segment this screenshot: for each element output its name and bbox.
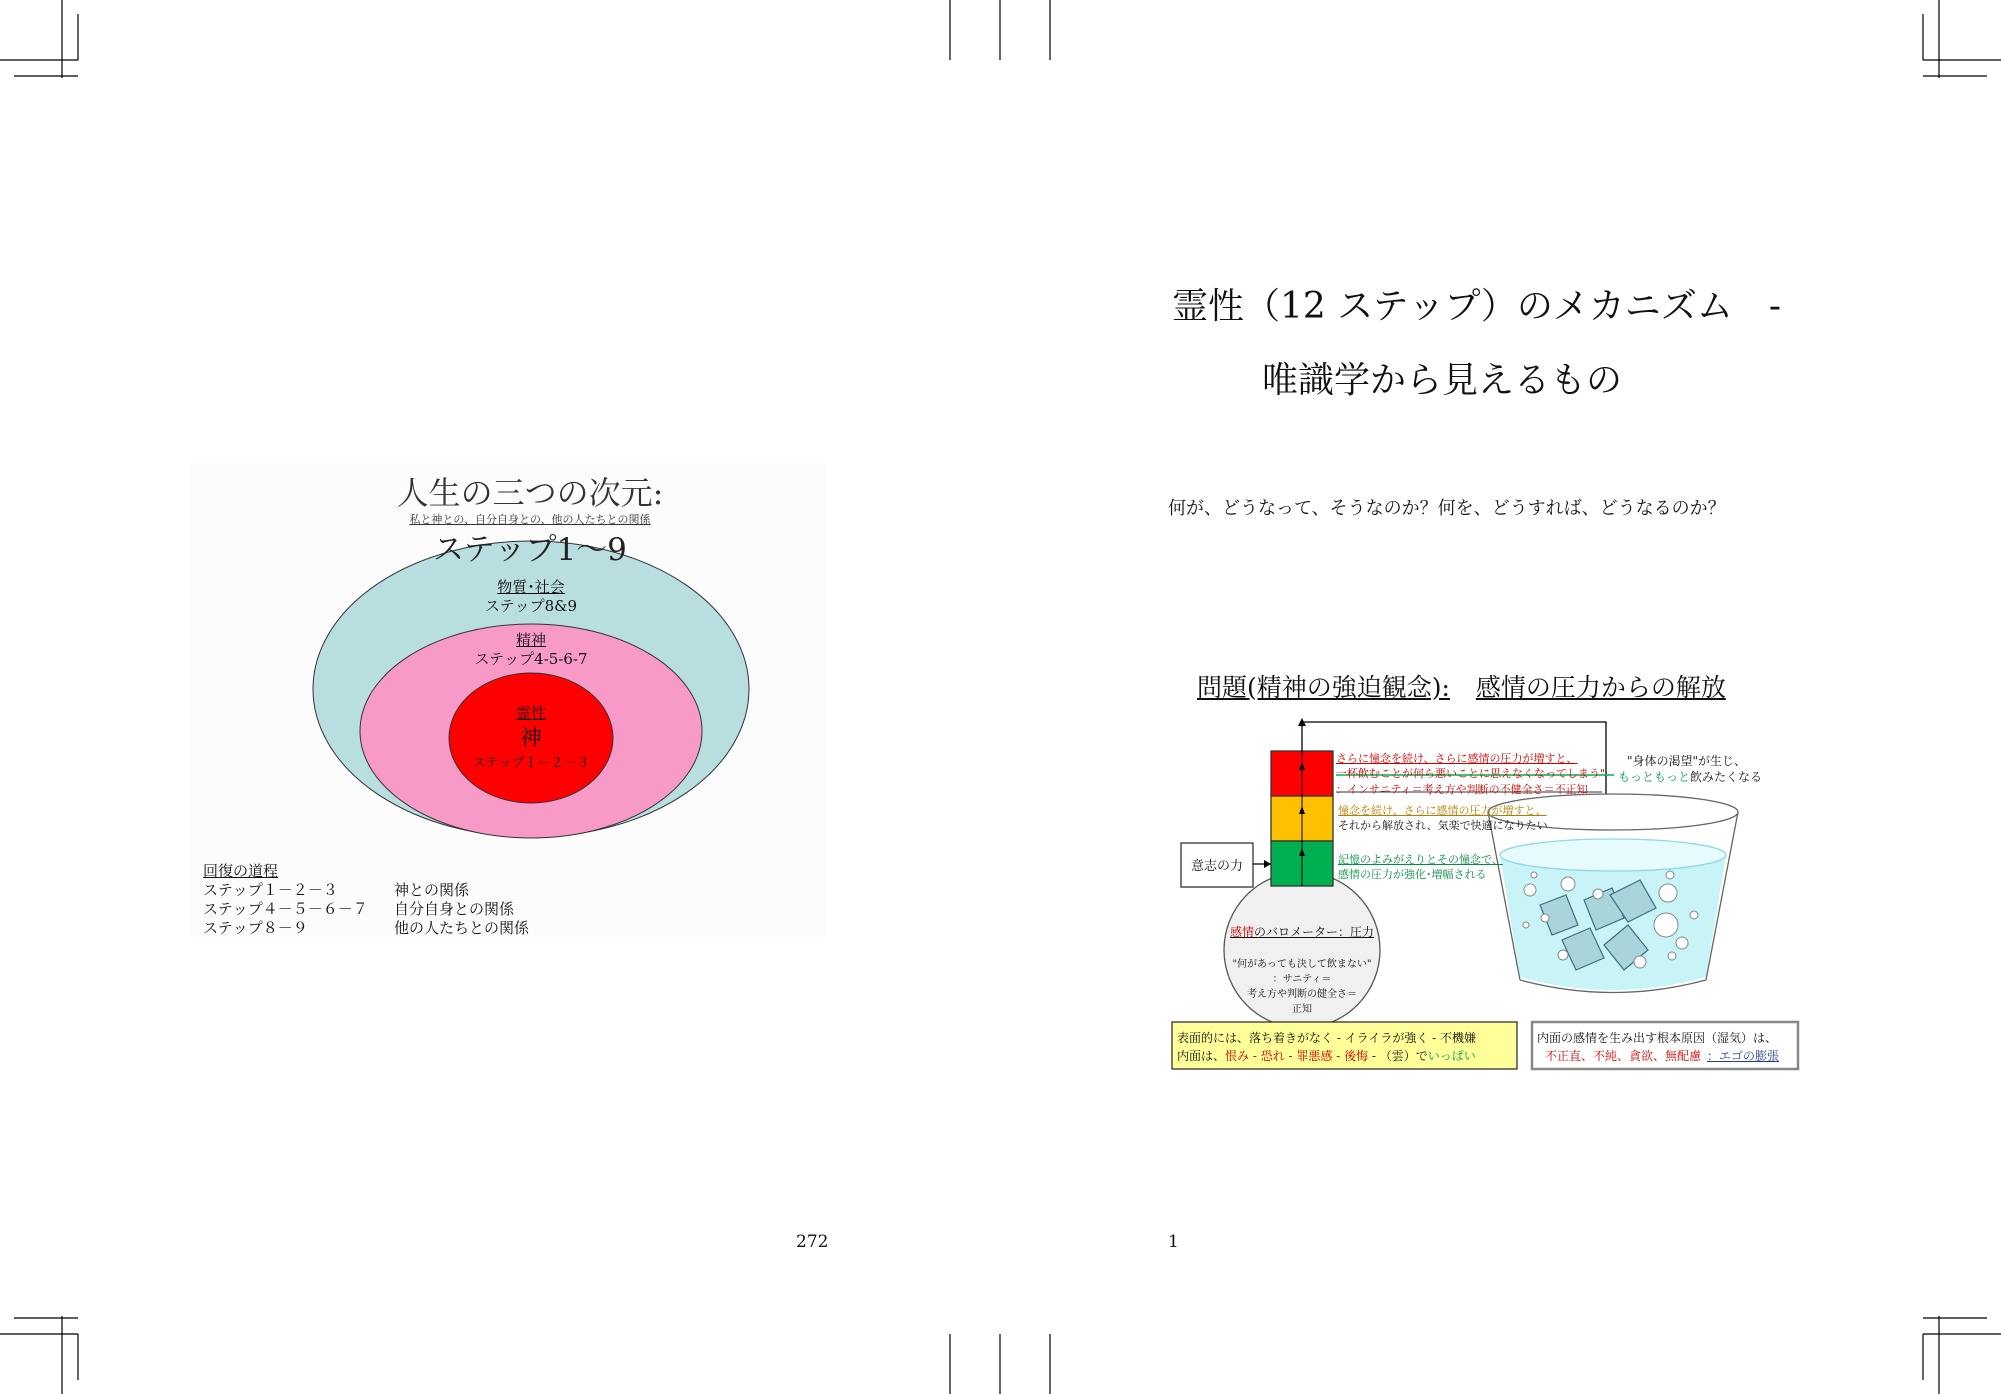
left-page (0, 0, 1000, 1394)
outer-ring-label: 物質･社会 (497, 578, 565, 596)
barometer-pressure: のバロメーター：圧力 (1254, 925, 1375, 939)
full-label: いっぱい (1427, 1049, 1476, 1063)
left-page-number: 272 (796, 1232, 829, 1252)
negative-emotions: 恨み - 恐れ - 罪悪感 - 後悔 (1225, 1049, 1369, 1063)
want-more-text (1618, 768, 1762, 785)
red-text-line-3: ：インサニティ＝考え方や判断の不健全さ＝不正知 (1336, 783, 1588, 796)
page-title-line-2: 唯識学から見えるもの (1261, 360, 1622, 401)
inner-label: 内面は、 (1177, 1049, 1226, 1063)
yellow-text-line-2: それから解放され、気楽で快適になりたい (1338, 819, 1548, 832)
more-more-text: もっともっと (1618, 770, 1691, 784)
figure-title: 人生の三つの次元: (396, 474, 664, 512)
middle-ring-label: 精神 (515, 631, 546, 649)
page-title-line-1: 霊性（12 ステップ）のメカニズム - (1172, 286, 1782, 327)
green-text-line-2: 感情の圧力が強化･増幅される (1338, 868, 1487, 881)
question-line: 何が、どうなって、そうなのか？何を、どうすれば、どうなるのか？ (1168, 498, 1726, 519)
outer-ring-steps: ステップ8&9 (484, 597, 578, 615)
recovery-step-2: ステップ４－５－６－７ (203, 900, 368, 918)
red-text-line-1: さらに憧念を続け、さらに感情の圧力が増すと、 (1336, 752, 1578, 765)
root-cause-line-1: 内面の感情を生み出す根本原因（湿気）は、 (1537, 1031, 1778, 1045)
recovery-step-3: ステップ８－９ (203, 919, 308, 937)
yellow-text-line-1: 憧念を続け、さらに感情の圧力が増すと、 (1338, 804, 1547, 817)
diagram-heading-release: 感情の圧力からの解放 (1475, 673, 1726, 702)
red-text-line-2: 一杯飲むことが何ら悪いことに思えなくなってしまう" (1336, 767, 1606, 780)
barometer-label (1222, 923, 1382, 940)
green-text-line-1: 記憶のよみがえりとその憧念で、 (1338, 853, 1503, 866)
root-cause-line-2 (1545, 1047, 1779, 1064)
figure-subtitle: 私と神との、自分自身との、他の人たちとの関係 (409, 513, 651, 526)
sanity-line-4: 正知 (1292, 1004, 1312, 1015)
cloud-label: - （雲）で (1368, 1049, 1428, 1063)
recovery-relation-3: 他の人たちとの関係 (394, 919, 530, 937)
figure-steps-heading: ステップ1～9 (433, 532, 627, 568)
root-cause-vices: 不正直、不純、貪欲、無配慮 (1545, 1049, 1702, 1063)
right-page-number: 1 (1168, 1232, 1179, 1252)
ego-expansion: ：エゴの膨張 (1707, 1049, 1780, 1063)
right-page (1000, 0, 2001, 1394)
surface-text-line-2 (1177, 1047, 1476, 1064)
recovery-relation-2: 自分自身との関係 (394, 900, 515, 918)
recovery-heading: 回復の道程 (203, 862, 279, 880)
diagram-heading-problem: 問題(精神の強迫観念): (1197, 673, 1450, 702)
surface-text-line-1: 表面的には、落ち着きがなく - イライラが強く - 不機嫌 (1177, 1031, 1477, 1045)
middle-ring-steps: ステップ4-5-6-7 (474, 650, 588, 668)
sanity-line-3: 考え方や判断の健全さ＝ (1247, 989, 1357, 1000)
recovery-step-1: ステップ１－２－３ (203, 881, 338, 899)
barometer-emotion: 感情 (1229, 925, 1254, 939)
will-power-label: 意志の力 (1190, 859, 1243, 874)
want-drink-text: 飲みたくなる (1690, 770, 1763, 784)
sanity-line-2: ：サニティ＝ (1272, 974, 1332, 985)
body-craving-text: "身体の渇望"が生じ、 (1627, 754, 1747, 768)
inner-circle-word: 神 (519, 726, 542, 751)
diagram-heading (1197, 668, 1726, 704)
inner-circle-steps: ステップ１－２－３ (472, 756, 590, 771)
recovery-relation-1: 神との関係 (394, 881, 470, 899)
sanity-line-1: "何があっても決して飲まない" (1232, 959, 1372, 970)
inner-circle-label: 霊性 (515, 704, 546, 722)
